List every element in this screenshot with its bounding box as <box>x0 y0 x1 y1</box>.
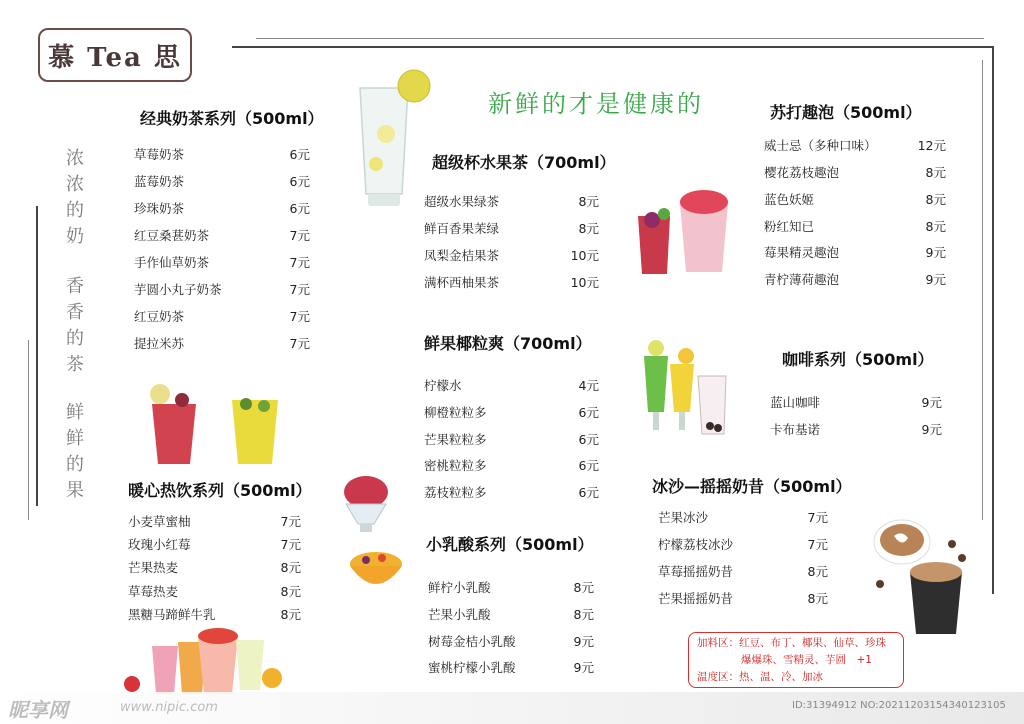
item-price: 7元 <box>280 514 301 529</box>
list-item <box>128 558 301 576</box>
list-item <box>128 582 301 600</box>
item-name: 提拉米苏 <box>134 336 185 351</box>
item-price: 10元 <box>570 275 599 290</box>
item-name: 芒果小乳酸 <box>428 607 491 622</box>
list-item <box>764 163 946 181</box>
frame-right-line-inner <box>982 60 983 520</box>
item-name: 芒果热麦 <box>128 560 179 575</box>
list-item <box>764 217 946 235</box>
item-name: 樱花荔枝趣泡 <box>764 165 840 180</box>
item-name: 柠檬水 <box>424 378 462 393</box>
addon-line-1: 加料区：红豆、布丁、椰果、仙草、珍珠 <box>697 637 886 649</box>
item-price: 8元 <box>578 221 599 236</box>
list-item <box>134 199 310 217</box>
item-name: 蓝山咖啡 <box>770 395 821 410</box>
item-name: 草莓摇摇奶昔 <box>658 564 734 579</box>
item-name: 莓果精灵趣泡 <box>764 245 840 260</box>
list-item <box>134 253 310 271</box>
slogan: 新鲜的才是健康的 <box>488 90 704 118</box>
item-name: 粉红知已 <box>764 219 815 234</box>
frame-top-line-inner <box>256 38 984 39</box>
list-item <box>658 508 828 526</box>
frame-right-line <box>992 46 994 594</box>
item-name: 芋圆小丸子奶茶 <box>134 282 222 297</box>
item-price: 12元 <box>917 138 946 153</box>
item-price: 6元 <box>289 174 310 189</box>
item-price: 8元 <box>573 580 594 595</box>
list-item <box>428 658 594 676</box>
list-item <box>424 273 599 291</box>
section-title-coffee: 咖啡系列（500ml） <box>782 350 934 369</box>
item-price: 6元 <box>578 432 599 447</box>
item-price: 8元 <box>280 607 301 622</box>
item-name: 红豆奶茶 <box>134 309 185 324</box>
item-price: 8元 <box>925 192 946 207</box>
item-name: 蓝莓奶茶 <box>134 174 185 189</box>
item-price: 6元 <box>578 405 599 420</box>
shaved-ice-image <box>338 472 394 534</box>
item-price: 7元 <box>807 510 828 525</box>
item-price: 7元 <box>289 255 310 270</box>
item-name: 小麦草蜜柚 <box>128 514 191 529</box>
item-name: 草莓热麦 <box>128 584 179 599</box>
item-name: 手作仙草奶茶 <box>134 255 210 270</box>
list-item <box>424 456 599 474</box>
item-name: 卡布基诺 <box>770 422 821 437</box>
item-name: 蓝色妖姬 <box>764 192 815 207</box>
coffee-cups-image <box>866 514 974 638</box>
watermark-url: www.nipic.com <box>120 700 218 715</box>
addon-line-3: 温度区：热、温、冷、加冰 <box>697 671 823 683</box>
item-price: 9元 <box>573 660 594 675</box>
item-price: 8元 <box>925 219 946 234</box>
list-item <box>134 172 310 190</box>
item-price: 7元 <box>807 537 828 552</box>
list-item <box>128 535 301 553</box>
vertical-text-1: 浓浓的奶 <box>63 148 84 252</box>
item-name: 珍珠奶茶 <box>134 201 185 216</box>
item-name: 草莓奶茶 <box>134 147 185 162</box>
section-title-hot-drinks: 暖心热饮系列（500ml） <box>128 481 312 500</box>
item-price: 8元 <box>925 165 946 180</box>
list-item <box>134 334 310 352</box>
list-item <box>424 430 599 448</box>
section-title-milk-tea: 经典奶茶系列（500ml） <box>140 109 324 128</box>
watermark-brand: 昵享网 <box>8 698 68 722</box>
list-item <box>424 192 599 210</box>
item-price: 7元 <box>280 537 301 552</box>
item-price: 8元 <box>573 607 594 622</box>
item-price: 8元 <box>807 591 828 606</box>
vertical-text-3: 鲜鲜的果 <box>63 402 84 506</box>
item-name: 威士忌（多种口味） <box>764 138 877 153</box>
list-item <box>424 403 599 421</box>
list-item <box>658 535 828 553</box>
item-price: 7元 <box>289 228 310 243</box>
item-name: 青柠薄荷趣泡 <box>764 272 840 287</box>
frame-left-line <box>36 206 38 506</box>
dessert-bowl-image <box>346 546 408 600</box>
item-price: 8元 <box>578 194 599 209</box>
item-price: 9元 <box>925 272 946 287</box>
item-price: 9元 <box>573 634 594 649</box>
image-id-text: ID:31394912 NO:20211203154340123105 <box>792 700 1006 711</box>
list-item <box>770 393 942 411</box>
list-item <box>134 280 310 298</box>
list-item <box>424 483 599 501</box>
item-name: 鲜百香果茉绿 <box>424 221 500 236</box>
list-item <box>764 190 946 208</box>
item-price: 4元 <box>578 378 599 393</box>
item-price: 6元 <box>578 458 599 473</box>
item-name: 芒果粒粒多 <box>424 432 487 447</box>
item-price: 9元 <box>921 395 942 410</box>
list-item <box>658 562 828 580</box>
item-price: 7元 <box>289 282 310 297</box>
list-item <box>424 376 599 394</box>
list-item <box>764 243 946 261</box>
list-item <box>428 632 594 650</box>
item-price: 8元 <box>280 560 301 575</box>
list-item <box>770 420 942 438</box>
list-item <box>134 145 310 163</box>
item-price: 6元 <box>289 147 310 162</box>
fruit-tea-cups-image <box>634 186 734 278</box>
item-price: 8元 <box>280 584 301 599</box>
item-name: 超级水果绿茶 <box>424 194 500 209</box>
frame-left-line-inner <box>28 340 29 520</box>
item-name: 黑糖马蹄鲜牛乳 <box>128 607 216 622</box>
item-price: 7元 <box>289 336 310 351</box>
list-item <box>428 578 594 596</box>
lemon-water-glass-image <box>350 64 436 214</box>
milk-tea-cups-image <box>112 628 290 694</box>
item-name: 荔枝粒粒多 <box>424 485 487 500</box>
item-name: 蜜桃柠檬小乳酸 <box>428 660 516 675</box>
item-name: 树莓金桔小乳酸 <box>428 634 516 649</box>
brand-logo: 慕 Tea 思 <box>38 28 192 82</box>
item-name: 凤梨金桔果茶 <box>424 248 500 263</box>
section-title-fruit-tea: 超级杯水果茶（700ml） <box>432 153 616 172</box>
item-price: 9元 <box>921 422 942 437</box>
item-name: 柳橙粒粒多 <box>424 405 487 420</box>
item-price: 7元 <box>289 309 310 324</box>
item-name: 柠檬荔枝冰沙 <box>658 537 734 552</box>
list-item <box>134 307 310 325</box>
list-item <box>134 226 310 244</box>
item-price: 9元 <box>925 245 946 260</box>
section-title-smoothie: 冰沙—摇摇奶昔（500ml） <box>652 477 852 496</box>
addon-line-2: 爆爆珠、雪精灵、芋圆 +1 <box>741 654 872 666</box>
cocktails-image <box>636 334 738 442</box>
list-item <box>128 605 301 623</box>
item-name: 红豆桑葚奶茶 <box>134 228 210 243</box>
list-item <box>764 136 946 154</box>
item-price: 6元 <box>289 201 310 216</box>
item-price: 10元 <box>570 248 599 263</box>
section-title-coconut: 鲜果椰粒爽（700ml） <box>424 334 592 353</box>
list-item <box>764 270 946 288</box>
section-title-soda: 苏打趣泡（500ml） <box>770 103 922 122</box>
frame-top-line <box>232 46 994 48</box>
item-name: 密桃粒粒多 <box>424 458 487 473</box>
item-name: 满杯西柚果茶 <box>424 275 500 290</box>
item-name: 芒果冰沙 <box>658 510 709 525</box>
list-item <box>424 246 599 264</box>
item-name: 玫瑰小红莓 <box>128 537 191 552</box>
iced-drinks-image <box>146 382 286 466</box>
list-item <box>428 605 594 623</box>
addon-box <box>688 632 904 688</box>
list-item <box>658 589 828 607</box>
item-name: 芒果摇摇奶昔 <box>658 591 734 606</box>
item-name: 鲜柠小乳酸 <box>428 580 491 595</box>
list-item <box>128 512 301 530</box>
item-price: 8元 <box>807 564 828 579</box>
list-item <box>424 219 599 237</box>
item-price: 6元 <box>578 485 599 500</box>
section-title-lactic: 小乳酸系列（500ml） <box>426 535 594 554</box>
vertical-text-2: 香香的茶 <box>63 276 84 380</box>
